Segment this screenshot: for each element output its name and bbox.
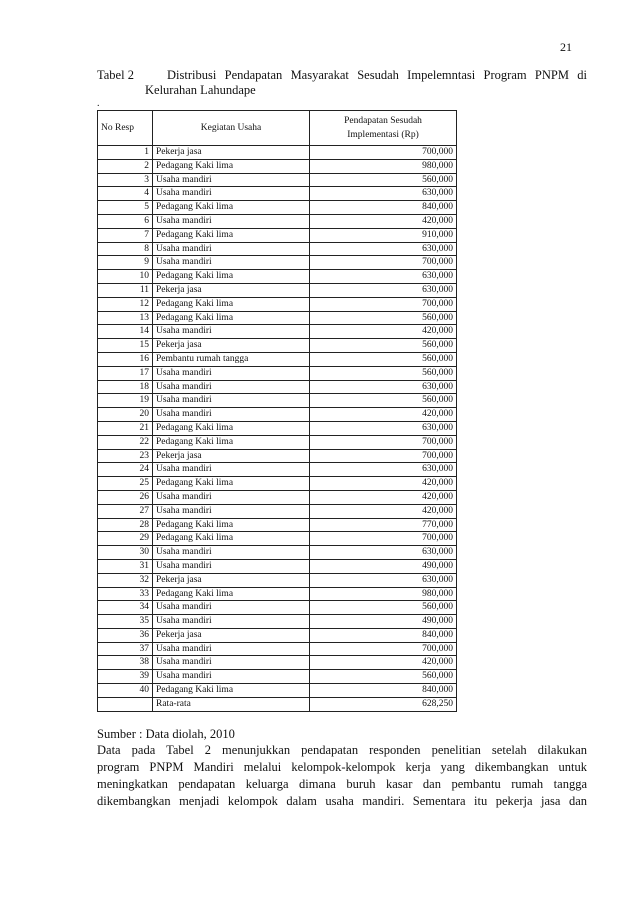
cell-no-resp: 7 [98,228,153,242]
cell-pendapatan: 700,000 [310,146,457,160]
cell-kegiatan: Pedagang Kaki lima [153,201,310,215]
table-row [98,339,457,353]
cell-no-resp: 9 [98,256,153,270]
table-row [98,532,457,546]
cell-kegiatan: Pekerja jasa [153,573,310,587]
cell-no-resp: 26 [98,490,153,504]
cell-pendapatan: 560,000 [310,601,457,615]
cell-kegiatan: Usaha mandiri [153,615,310,629]
table-row [98,201,457,215]
cell-kegiatan: Usaha mandiri [153,463,310,477]
table-row [98,421,457,435]
cell-kegiatan: Usaha mandiri [153,242,310,256]
table-row [98,628,457,642]
cell-pendapatan: 560,000 [310,311,457,325]
cell-kegiatan: Usaha mandiri [153,670,310,684]
cell-pendapatan: 420,000 [310,325,457,339]
table-row [98,615,457,629]
cell-pendapatan: 840,000 [310,628,457,642]
table-row [98,146,457,160]
footer-average: 628,250 [310,697,457,711]
cell-kegiatan: Pedagang Kaki lima [153,228,310,242]
cell-kegiatan: Pedagang Kaki lima [153,477,310,491]
cell-kegiatan: Pembantu rumah tangga [153,352,310,366]
cell-no-resp: 28 [98,518,153,532]
cell-kegiatan: Pekerja jasa [153,339,310,353]
cell-kegiatan: Pekerja jasa [153,449,310,463]
cell-no-resp: 27 [98,504,153,518]
table-header-row [98,111,457,146]
table-row [98,504,457,518]
table-row [98,559,457,573]
cell-no-resp: 5 [98,201,153,215]
cell-kegiatan: Pedagang Kaki lima [153,311,310,325]
table-row [98,546,457,560]
source-note: Sumber : Data diolah, 2010 [97,727,235,741]
cell-pendapatan: 420,000 [310,504,457,518]
footer-empty-cell [98,697,153,711]
cell-no-resp: 22 [98,435,153,449]
cell-no-resp: 21 [98,421,153,435]
cell-kegiatan: Pedagang Kaki lima [153,684,310,698]
table-row [98,642,457,656]
table-row [98,490,457,504]
paragraph-line: program PNPM Mandiri melalui kelompok-kelompok kerja yang dikembangkan untuk [97,760,587,774]
table-row [98,435,457,449]
cell-pendapatan: 420,000 [310,490,457,504]
cell-kegiatan: Pedagang Kaki lima [153,587,310,601]
cell-pendapatan: 630,000 [310,421,457,435]
cell-kegiatan: Pedagang Kaki lima [153,297,310,311]
cell-kegiatan: Usaha mandiri [153,380,310,394]
cell-pendapatan: 840,000 [310,684,457,698]
cell-no-resp: 24 [98,463,153,477]
table-row [98,601,457,615]
cell-no-resp: 23 [98,449,153,463]
cell-pendapatan: 910,000 [310,228,457,242]
cell-pendapatan: 630,000 [310,270,457,284]
cell-no-resp: 31 [98,559,153,573]
cell-no-resp: 17 [98,366,153,380]
paragraph-line: meningkatkan pendapatan keluarga dimana buruh kasar dan pembantu rumah tangga [97,777,587,791]
table-body [98,146,457,698]
cell-no-resp: 36 [98,628,153,642]
table-row [98,463,457,477]
cell-no-resp: 3 [98,173,153,187]
cell-pendapatan: 560,000 [310,366,457,380]
cell-pendapatan: 560,000 [310,352,457,366]
table-row [98,187,457,201]
cell-pendapatan: 560,000 [310,670,457,684]
cell-no-resp: 14 [98,325,153,339]
body-paragraph [97,742,587,810]
header-pendapatan-line2: Implementasi (Rp) [347,130,419,140]
table-row [98,228,457,242]
header-kegiatan: Kegiatan Usaha [153,111,310,146]
cell-kegiatan: Usaha mandiri [153,214,310,228]
cell-pendapatan: 700,000 [310,297,457,311]
cell-pendapatan: 840,000 [310,201,457,215]
table-row [98,311,457,325]
page-number: 21 [560,40,572,54]
cell-pendapatan: 490,000 [310,615,457,629]
table-row [98,380,457,394]
table-row [98,684,457,698]
table-caption [97,68,587,98]
caption-line-1 [97,68,587,83]
cell-kegiatan: Usaha mandiri [153,173,310,187]
cell-kegiatan: Usaha mandiri [153,490,310,504]
caption-label: Tabel 2 [97,68,134,82]
cell-pendapatan: 630,000 [310,463,457,477]
table-row [98,449,457,463]
cell-no-resp: 15 [98,339,153,353]
cell-no-resp: 30 [98,546,153,560]
cell-no-resp: 25 [98,477,153,491]
paragraph-line: Data pada Tabel 2 menunjukkan pendapatan responden penelitian setelah dilakukan [97,743,587,757]
cell-kegiatan: Pedagang Kaki lima [153,532,310,546]
cell-no-resp: 11 [98,283,153,297]
cell-kegiatan: Usaha mandiri [153,656,310,670]
cell-pendapatan: 560,000 [310,339,457,353]
cell-no-resp: 33 [98,587,153,601]
cell-pendapatan: 420,000 [310,477,457,491]
cell-pendapatan: 560,000 [310,173,457,187]
dot-mark: . [97,98,100,109]
table-row [98,173,457,187]
cell-kegiatan: Pekerja jasa [153,628,310,642]
cell-no-resp: 10 [98,270,153,284]
table-row [98,587,457,601]
cell-kegiatan: Pedagang Kaki lima [153,518,310,532]
cell-no-resp: 13 [98,311,153,325]
cell-pendapatan: 980,000 [310,159,457,173]
cell-pendapatan: 630,000 [310,283,457,297]
cell-no-resp: 6 [98,214,153,228]
caption-line-2: Kelurahan Lahundape [145,83,256,97]
cell-kegiatan: Pedagang Kaki lima [153,270,310,284]
table-row [98,283,457,297]
paragraph-line: dikembangkan menjadi kelompok dalam usaha mandiri. Sementara itu pekerja jasa dan [97,794,587,808]
cell-no-resp: 29 [98,532,153,546]
table-row [98,394,457,408]
cell-kegiatan: Usaha mandiri [153,394,310,408]
cell-pendapatan: 630,000 [310,187,457,201]
cell-kegiatan: Pedagang Kaki lima [153,435,310,449]
cell-pendapatan: 700,000 [310,435,457,449]
cell-kegiatan: Pekerja jasa [153,283,310,297]
table-row [98,477,457,491]
cell-pendapatan: 420,000 [310,214,457,228]
cell-pendapatan: 420,000 [310,656,457,670]
table-footer-row [98,697,457,711]
cell-no-resp: 4 [98,187,153,201]
table-row [98,270,457,284]
table-row [98,366,457,380]
cell-kegiatan: Usaha mandiri [153,504,310,518]
cell-kegiatan: Usaha mandiri [153,187,310,201]
cell-pendapatan: 630,000 [310,573,457,587]
cell-no-resp: 2 [98,159,153,173]
cell-no-resp: 32 [98,573,153,587]
cell-no-resp: 38 [98,656,153,670]
cell-kegiatan: Usaha mandiri [153,601,310,615]
cell-kegiatan: Usaha mandiri [153,325,310,339]
cell-kegiatan: Pedagang Kaki lima [153,159,310,173]
caption-text: Distribusi Pendapatan Masyarakat Sesudah Impelemntasi Program PNPM di [167,68,587,82]
table-row [98,256,457,270]
cell-pendapatan: 700,000 [310,449,457,463]
table-row [98,656,457,670]
cell-no-resp: 12 [98,297,153,311]
cell-no-resp: 40 [98,684,153,698]
cell-kegiatan: Usaha mandiri [153,559,310,573]
table-row [98,573,457,587]
table-row [98,214,457,228]
cell-pendapatan: 420,000 [310,408,457,422]
income-table [97,110,457,712]
cell-pendapatan: 770,000 [310,518,457,532]
cell-pendapatan: 560,000 [310,394,457,408]
footer-label: Rata-rata [153,697,310,711]
cell-no-resp: 34 [98,601,153,615]
cell-no-resp: 39 [98,670,153,684]
cell-pendapatan: 980,000 [310,587,457,601]
cell-no-resp: 19 [98,394,153,408]
table-row [98,242,457,256]
cell-kegiatan: Usaha mandiri [153,256,310,270]
cell-no-resp: 20 [98,408,153,422]
cell-no-resp: 35 [98,615,153,629]
cell-kegiatan: Usaha mandiri [153,366,310,380]
table-row [98,408,457,422]
table-row [98,518,457,532]
header-pendapatan-line1: Pendapatan Sesudah [344,116,422,126]
table-row [98,325,457,339]
header-no-resp: No Resp [98,111,153,146]
cell-pendapatan: 630,000 [310,546,457,560]
cell-no-resp: 16 [98,352,153,366]
table-row [98,352,457,366]
cell-no-resp: 8 [98,242,153,256]
cell-kegiatan: Usaha mandiri [153,642,310,656]
cell-pendapatan: 630,000 [310,242,457,256]
cell-no-resp: 1 [98,146,153,160]
cell-no-resp: 37 [98,642,153,656]
cell-kegiatan: Usaha mandiri [153,408,310,422]
table-row [98,159,457,173]
table-row [98,297,457,311]
cell-kegiatan: Pedagang Kaki lima [153,421,310,435]
cell-pendapatan: 630,000 [310,380,457,394]
cell-pendapatan: 700,000 [310,256,457,270]
cell-kegiatan: Usaha mandiri [153,546,310,560]
table-row [98,670,457,684]
header-pendapatan [310,111,457,146]
cell-pendapatan: 490,000 [310,559,457,573]
cell-pendapatan: 700,000 [310,532,457,546]
cell-kegiatan: Pekerja jasa [153,146,310,160]
cell-no-resp: 18 [98,380,153,394]
cell-pendapatan: 700,000 [310,642,457,656]
